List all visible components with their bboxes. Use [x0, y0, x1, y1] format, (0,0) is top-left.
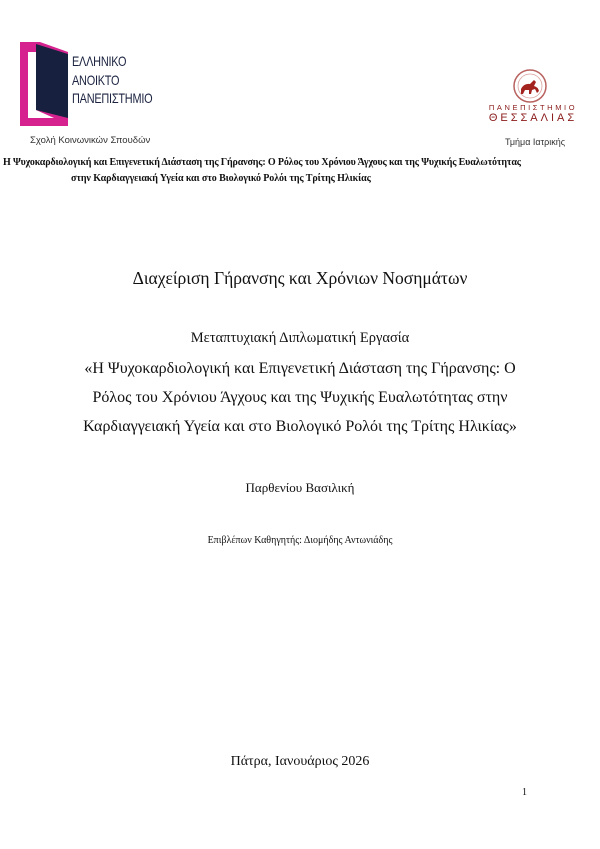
uth-logo-text	[478, 103, 588, 123]
department-label: Τμήμα Ιατρικής	[505, 137, 566, 147]
logo-line: ΠΑΝΕΠΙΣΤΗΜΙΟ	[488, 103, 578, 112]
supervisor: Επιβλέπων Καθηγητής: Διομήδης Αντωνιάδης	[207, 535, 393, 546]
eap-logo-icon	[18, 40, 72, 128]
logo-line: ΑΝΟΙΚΤΟ	[72, 71, 120, 88]
school-label: Σχολή Κοινωνικών Σπουδών	[30, 135, 151, 146]
program-title: Διαχείριση Γήρανσης και Χρόνιων Νοσημάτων	[132, 268, 468, 288]
thesis-title-line: Ρόλος του Χρόνιου Άγχους και της Ψυχικής Ευαλωτότητας στην	[92, 389, 508, 406]
page-number: 1	[522, 787, 527, 798]
thesis-title-line: Καρδιαγγειακή Υγεία και στο Βιολογικό Ρολόι της Τρίτης Ηλικίας»	[83, 418, 517, 435]
eap-logo-text	[72, 52, 152, 108]
header-title-line1: Η Ψυχοκαρδιολογική και Επιγενετική Διάσταση της Γήρανσης: Ο Ρόλος του Χρόνιου Άγχους και της Ψυχικής Ευαλωτότητας	[3, 157, 521, 168]
thesis-title-line: «Η Ψυχοκαρδιολογική και Επιγενετική Διάσταση της Γήρανσης: Ο	[84, 360, 516, 377]
author-name: Παρθενίου Βασιλική	[245, 480, 355, 495]
header-title-line2: στην Καρδιαγγειακή Υγεία και στο Βιολογικό Ρολόι της Τρίτης Ηλικίας	[71, 173, 371, 184]
logo-line: ΠΑΝΕΠΙΣΤΗΜΙΟ	[72, 90, 153, 106]
thesis-type: Μεταπτυχιακή Διπλωματική Εργασία	[190, 330, 410, 346]
uth-seal-icon	[512, 68, 548, 104]
logo-line: ΘΕΣΣΑΛΙΑΣ	[488, 112, 578, 124]
logo-line: ΕΛΛΗΝΙΚΟ	[72, 53, 127, 69]
place-date: Πάτρα, Ιανουάριος 2026	[230, 754, 370, 769]
